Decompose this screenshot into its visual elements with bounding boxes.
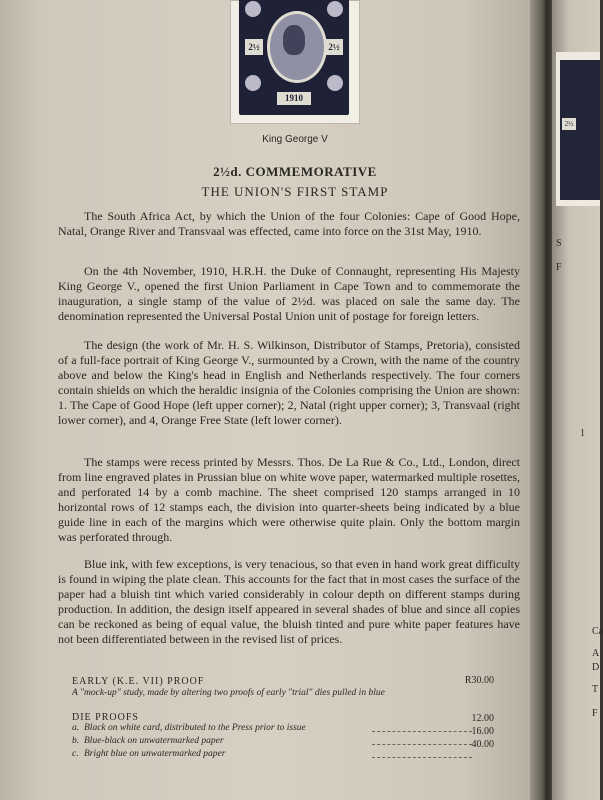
paragraph-3: The design (the work of Mr. H. S. Wilkinson, Distributor of Stamps, Pretoria), consisted of a full-face portrait of King George V., surmounted by a Crown, with the name of the country above and below the King's head in English and Netherlands respectively. The four corners contain shields on which the heraldic insignia of the Colonies comprising the Union are shown: 1. The Cape of Good Hope (left upper corner); 2, Natal (right upper corner); 3, Transvaal (right lower corner), and 4, Orange Free State (left lower corner). bbox=[58, 338, 520, 427]
shield-icon bbox=[243, 0, 263, 19]
king-portrait-icon bbox=[283, 25, 305, 55]
die-proofs-section bbox=[72, 712, 512, 762]
facing-text-fragment: 1 bbox=[580, 428, 585, 439]
stamp-year: 1910 bbox=[277, 92, 311, 105]
facing-page bbox=[552, 0, 603, 800]
stamp-image bbox=[239, 0, 349, 115]
stamp-value-right: 2½ bbox=[325, 39, 343, 55]
facing-text-fragment: A bbox=[592, 648, 600, 659]
early-proof-price: R30.00 bbox=[464, 675, 494, 686]
item-mark: c. bbox=[72, 749, 79, 759]
early-proof-section bbox=[72, 676, 512, 700]
item-mark: a. bbox=[72, 723, 80, 733]
paragraph-5: Blue ink, with few exceptions, is very tenacious, so that even in hand work great difficulty is found in wiping the plate clean. This accounts for the fact that in most cases the surface of the paper had a bluish tint which varied considerably in colour depth on different stamps during production. In addition, the design itself appeared in several shades of blue and since all copies can be reckoned as being of equal value, the bluish tinted and pure white paper features have not been differentiated between in the revised list of prices. bbox=[58, 557, 520, 646]
leader-dots bbox=[372, 744, 472, 745]
facing-text-fragment: T bbox=[592, 684, 599, 695]
facing-stamp-value: 2½ bbox=[562, 118, 576, 130]
shield-icon bbox=[325, 0, 345, 19]
shield-icon bbox=[325, 73, 345, 93]
stamp-value-left: 2½ bbox=[245, 39, 263, 55]
stamp-illustration bbox=[230, 0, 360, 124]
item-label: Bright blue on unwatermarked paper bbox=[84, 749, 226, 759]
item-price: 12.00 bbox=[471, 713, 494, 724]
die-proofs-heading: DIE PROOFS bbox=[72, 712, 139, 723]
facing-text-fragment: Ca bbox=[592, 626, 603, 637]
item-label: Blue-black on unwatermarked paper bbox=[84, 736, 224, 746]
item-price: 40.00 bbox=[471, 739, 494, 750]
facing-text-fragment: F bbox=[592, 708, 598, 719]
paragraph-1: The South Africa Act, by which the Union of the four Colonies: Cape of Good Hope, Natal, Orange River and Transvaal was effected, came into force on the 31st May, 1910. bbox=[58, 209, 520, 238]
early-proof-note: A "mock-up" study, made by altering two proofs of early "trial" dies pulled in blue bbox=[72, 688, 385, 698]
facing-text-fragment: F bbox=[556, 262, 562, 273]
figure-caption: King George V bbox=[262, 134, 328, 145]
leader-dots bbox=[372, 757, 472, 758]
item-mark: b. bbox=[72, 736, 80, 746]
item-price: 16.00 bbox=[471, 726, 494, 737]
shield-icon bbox=[243, 73, 263, 93]
section-title: 2½d. COMMEMORATIVE bbox=[213, 164, 377, 179]
facing-text-fragment: S bbox=[556, 238, 562, 249]
item-label: Black on white card, distributed to the Press prior to issue bbox=[84, 723, 306, 733]
paragraph-2: On the 4th November, 1910, H.R.H. the Duke of Connaught, representing His Majesty King George V., opened the first Union Parliament in Cape Town and to commemorate the inauguration, a single stamp of the value of 2½d. was placed on sale the same day. The denomination represented the Universal Postal Union unit of postage for foreign letters. bbox=[58, 264, 520, 323]
leader-dots bbox=[372, 731, 472, 732]
early-proof-heading: EARLY (K.E. VII) PROOF bbox=[72, 676, 205, 687]
section-subtitle: THE UNION'S FIRST STAMP bbox=[201, 184, 389, 199]
paragraph-4: The stamps were recess printed by Messrs. Thos. De La Rue & Co., Ltd., London, direct from line engraved plates in Prussian blue on white wove paper, watermarked multiple rosettes, and perforated 14 by a comb machine. The sheet comprised 120 stamps arranged in 10 horizontal rows of 12 stamps each, the division into quarter-sheets being indicated by a blue guide line in each of the margins which were otherwise quite plain. Only the bottom margin was perforated through. bbox=[58, 455, 520, 544]
facing-stamp-image bbox=[560, 60, 600, 200]
facing-text-fragment: D bbox=[592, 662, 600, 673]
